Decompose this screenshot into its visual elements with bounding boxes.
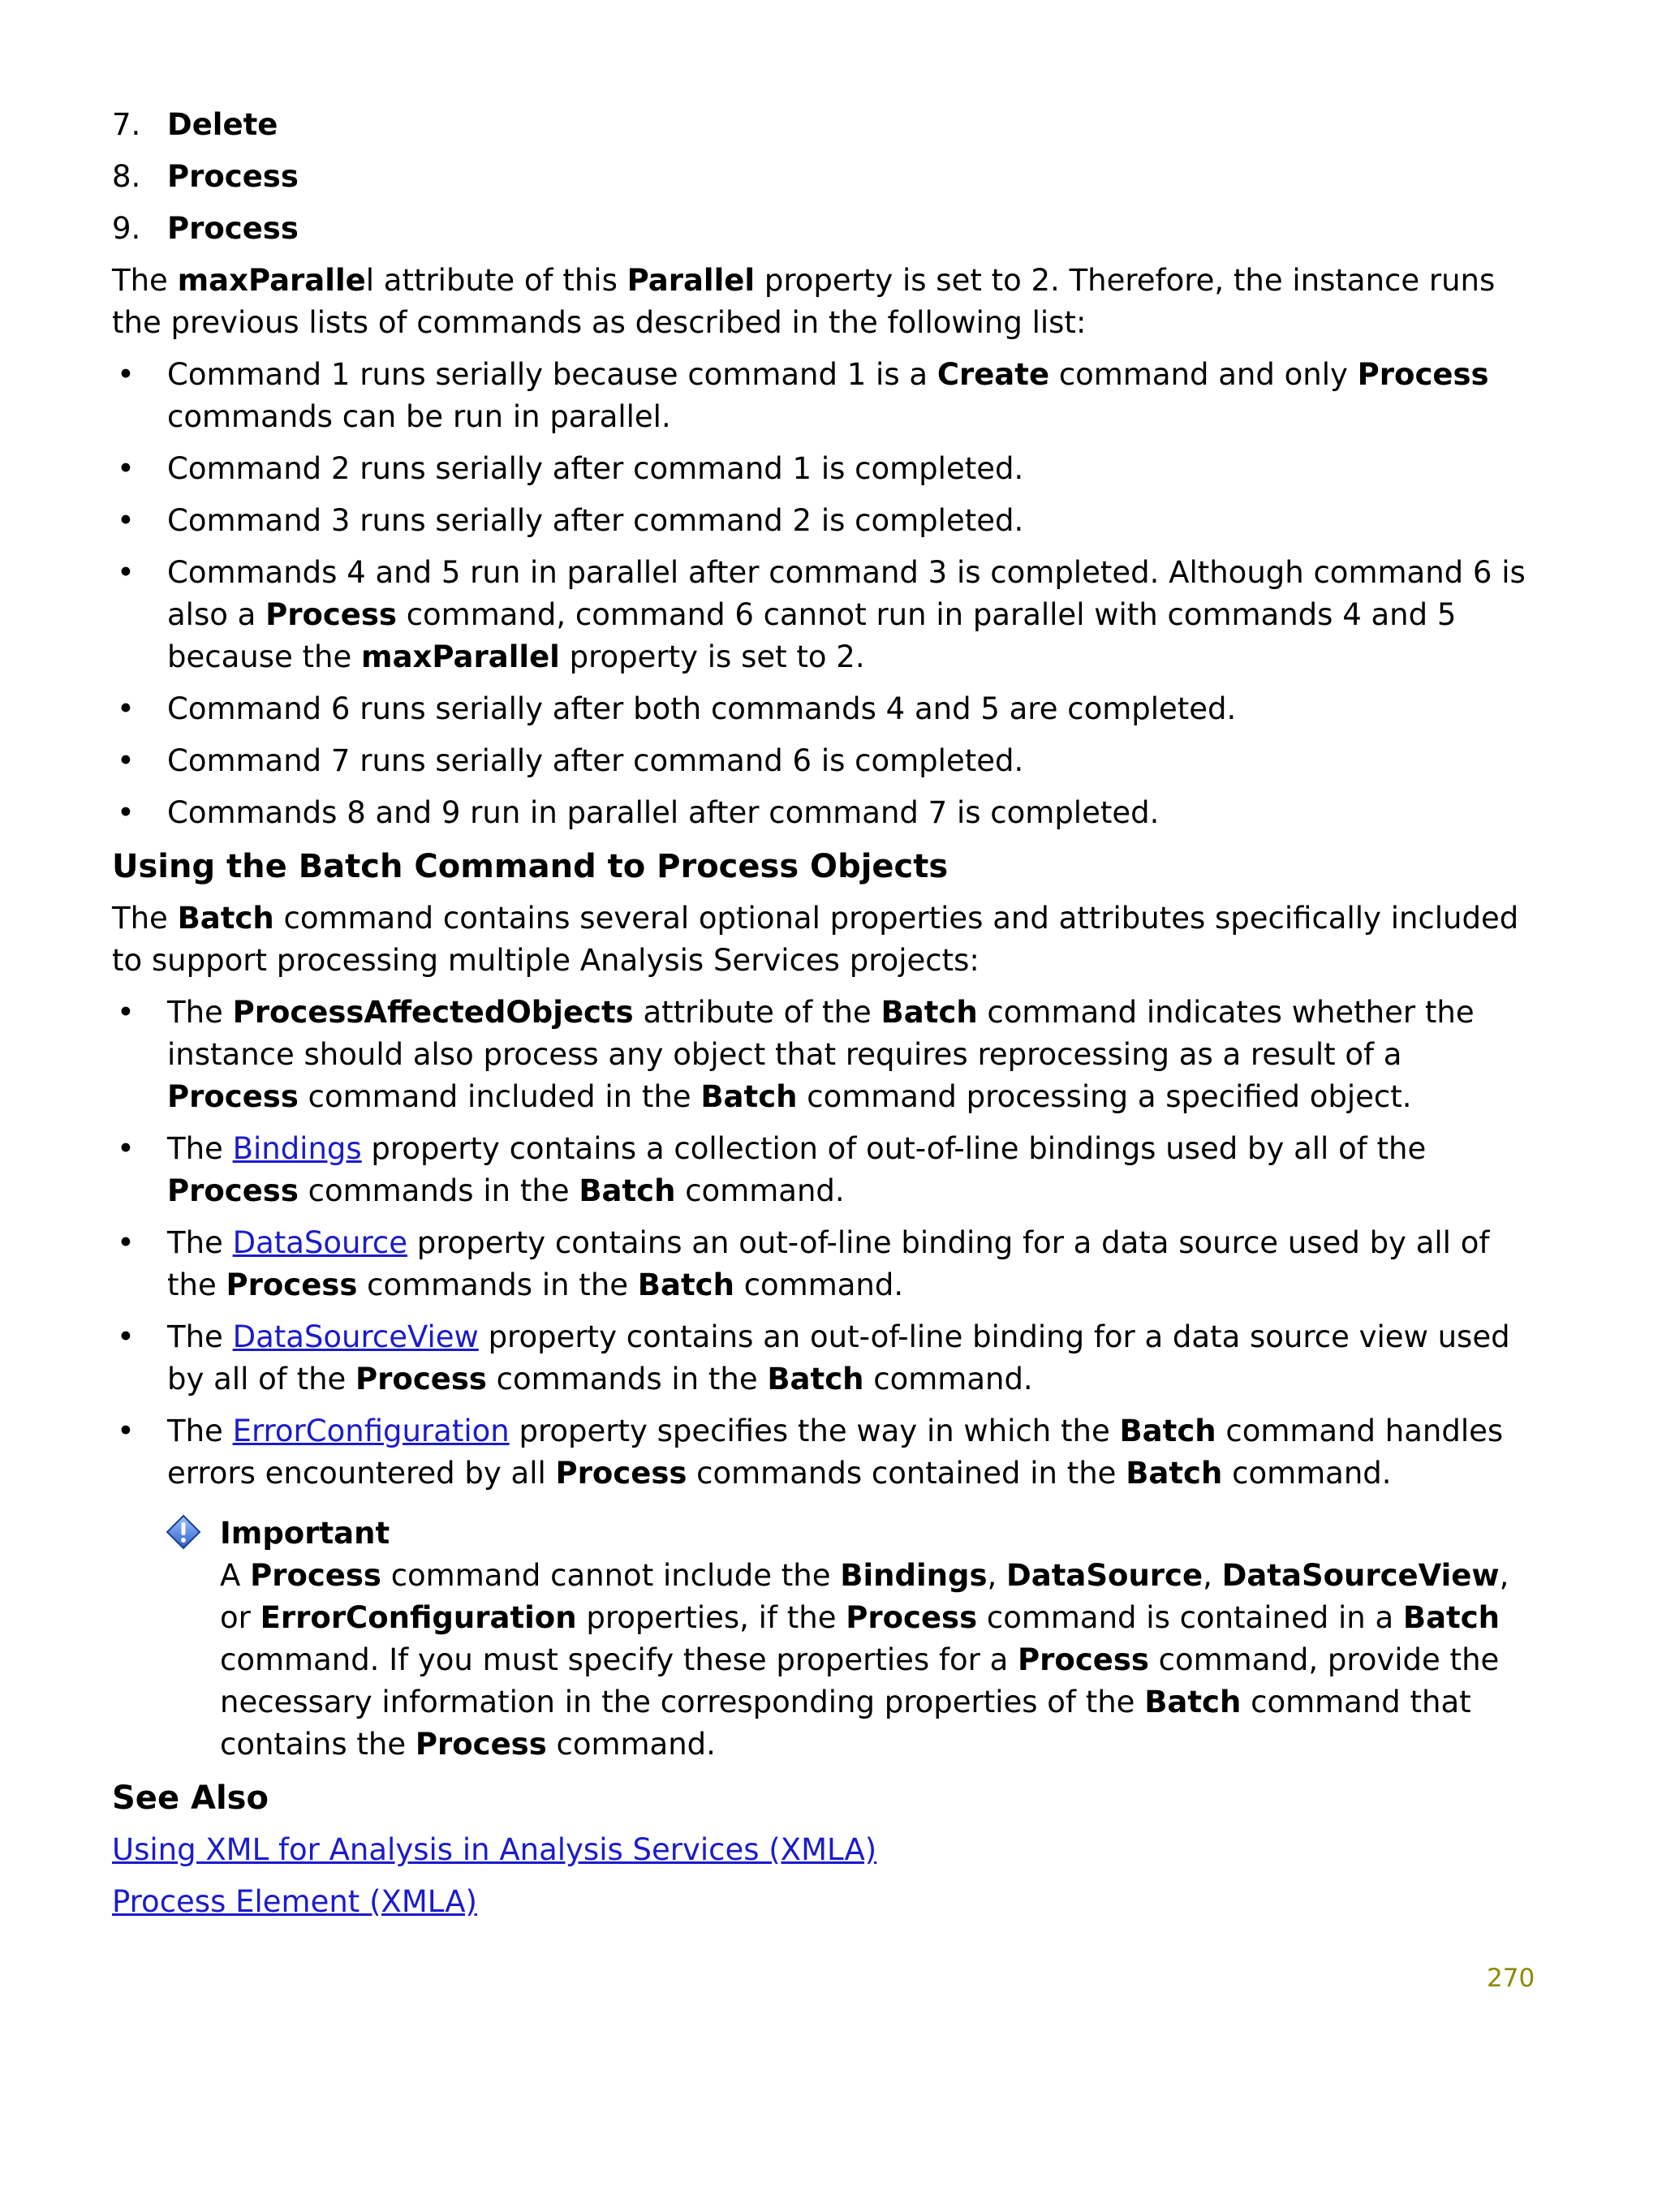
bold-term: Bindings	[840, 1558, 988, 1593]
link-datasourceview[interactable]: DataSourceView	[232, 1319, 479, 1354]
note-body: A Process command cannot include the Bindings, DataSource, DataSourceView, or ErrorConfiguration properties, if the Process command is contained in a Batch command. If you must specify these properties for a Process command, provide the necessary information in the corresponding properties of the Batch command that contains the Process command.	[220, 1558, 1509, 1762]
list-item-text: Command 2 runs serially after command 1 is completed.	[167, 451, 1024, 486]
bold-term: Batch	[579, 1173, 676, 1208]
item-number: 9.	[112, 211, 141, 246]
see-also-item	[112, 1881, 1540, 1923]
numbered-item	[112, 156, 1540, 198]
bold-term: Process	[415, 1727, 547, 1762]
item-label: Process	[167, 211, 299, 246]
bold-term: DataSource	[1006, 1558, 1203, 1593]
item-number: 8.	[112, 159, 141, 194]
link-using-xml-for-analysis[interactable]: Using XML for Analysis in Analysis Services (XMLA)	[112, 1832, 877, 1867]
bold-term: Parallel	[626, 263, 756, 298]
item-label: Delete	[167, 107, 278, 142]
bold-term: Process	[265, 597, 397, 632]
section-heading-batch: Using the Batch Command to Process Objects	[112, 848, 949, 885]
important-icon	[165, 1514, 202, 1550]
bold-term: Batch	[767, 1362, 864, 1396]
bold-term: maxParalle	[177, 263, 366, 298]
numbered-list	[112, 104, 1540, 250]
list-item-text: The DataSourceView property contains an out-of-line binding for a data source view used by all of the Process commands in the Batch command.	[167, 1319, 1510, 1396]
list-item: • Command 7 runs serially after command 6 is completed.	[117, 743, 1024, 778]
page-number: 270	[1487, 1964, 1535, 1993]
list-item-text: Command 3 runs serially after command 2 is completed.	[167, 503, 1024, 538]
see-also-item	[112, 1829, 1540, 1871]
list-item-text: The ProcessAffectedObjects attribute of the Batch command indicates whether the instance should also process any object that requires reprocessing as a result of a Process command included in the Batch command processing a specified object.	[167, 995, 1475, 1114]
link-bindings[interactable]: Bindings	[232, 1131, 362, 1166]
list-item-text: The DataSource property contains an out-of-line binding for a data source used by all of the Process commands in the Batch command.	[167, 1225, 1490, 1302]
bold-term: Process	[167, 1173, 299, 1208]
list-item: • The ProcessAffectedObjects attribute of the Batch command indicates whether the instance should also process any object that requires reprocessing as a result of a Process command included in the Batch command processing a specified object.	[117, 995, 1475, 1114]
bold-term: DataSourceView	[1221, 1558, 1500, 1593]
list-item: • Command 1 runs serially because command 1 is a Create command and only Process commands can be run in parallel.	[117, 357, 1489, 434]
list-item-text: Commands 4 and 5 run in parallel after command 3 is completed. Although command 6 is also a Process command, command 6 cannot run in parallel with commands 4 and 5 because the maxParallel property is set to 2.	[167, 555, 1526, 674]
list-item-text: Command 6 runs serially after both commands 4 and 5 are completed.	[167, 691, 1237, 726]
important-note	[220, 1513, 1540, 1766]
list-item: • The Bindings property contains a collection of out-of-line bindings used by all of the Process commands in the Batch command.	[117, 1131, 1427, 1208]
list-item-text: Command 7 runs serially after command 6 is completed.	[167, 743, 1024, 778]
bold-term: Create	[936, 357, 1050, 392]
bold-term: Batch	[637, 1267, 734, 1302]
numbered-item	[112, 104, 1540, 146]
list-item-text: The ErrorConfiguration property specifies the way in which the Batch command handles errors encountered by all Process commands contained in the Batch command.	[167, 1414, 1504, 1491]
list-item-text: Command 1 runs serially because command 1 is a Create command and only Process commands can be run in parallel.	[167, 357, 1489, 434]
bold-term: Process	[355, 1362, 487, 1396]
list-item-text: Commands 8 and 9 run in parallel after command 7 is completed.	[167, 795, 1160, 830]
list-item: • The DataSourceView property contains an out-of-line binding for a data source view used by all of the Process commands in the Batch command.	[117, 1319, 1510, 1396]
link-datasource[interactable]: DataSource	[232, 1225, 408, 1260]
list-item: • Commands 8 and 9 run in parallel after command 7 is completed.	[117, 795, 1160, 830]
batch-properties-list	[112, 992, 1540, 1495]
document-page	[112, 104, 1540, 1933]
paragraph-max-parallel: The maxParallel attribute of this Parallel property is set to 2. Therefore, the instance runs the previous lists of commands as described in the following list:	[112, 263, 1496, 340]
link-process-element[interactable]: Process Element (XMLA)	[112, 1884, 477, 1919]
item-number: 7.	[112, 107, 141, 142]
bold-term: Batch	[177, 901, 274, 936]
bold-term: ProcessAffectedObjects	[232, 995, 634, 1030]
bold-term: Batch	[700, 1079, 798, 1114]
bold-term: Process	[250, 1558, 381, 1593]
bold-term: Process	[167, 1079, 299, 1114]
paragraph-batch: The Batch command contains several optional properties and attributes specifically included to support processing multiple Analysis Services projects:	[112, 901, 1519, 978]
list-item: • Command 2 runs serially after command 1 is completed.	[117, 451, 1024, 486]
item-label: Process	[167, 159, 299, 194]
bold-term: Process	[555, 1456, 687, 1491]
bold-term: Batch	[1119, 1414, 1216, 1448]
link-errorconfiguration[interactable]: ErrorConfiguration	[232, 1414, 510, 1448]
numbered-item	[112, 208, 1540, 250]
list-item: • Command 6 runs serially after both commands 4 and 5 are completed.	[117, 691, 1237, 726]
list-item: • The DataSource property contains an out-of-line binding for a data source used by all of the Process commands in the Batch command.	[117, 1225, 1490, 1302]
bold-term: ErrorConfiguration	[260, 1600, 577, 1635]
command-run-list	[112, 354, 1540, 834]
bold-term: Process	[226, 1267, 358, 1302]
bold-term: Batch	[881, 995, 978, 1030]
bold-term: Process	[846, 1600, 978, 1635]
bold-term: Process	[1018, 1642, 1149, 1677]
list-item: • The ErrorConfiguration property specifies the way in which the Batch command handles errors encountered by all Process commands contained in the Batch command.	[117, 1414, 1504, 1491]
note-title: Important	[220, 1516, 390, 1551]
bold-term: Process	[1357, 357, 1489, 392]
bold-term: Batch	[1402, 1600, 1501, 1635]
bold-term: Batch	[1144, 1685, 1242, 1719]
bold-term: maxParallel	[361, 639, 560, 674]
see-also-heading: See Also	[112, 1779, 269, 1817]
list-item: • Commands 4 and 5 run in parallel after command 3 is completed. Although command 6 is also a Process command, command 6 cannot run in parallel with commands 4 and 5 because the maxParallel property is set to 2.	[117, 555, 1526, 674]
list-item-text: The Bindings property contains a collection of out-of-line bindings used by all of the Process commands in the Batch command.	[167, 1131, 1427, 1208]
list-item: • Command 3 runs serially after command 2 is completed.	[117, 503, 1024, 538]
bold-term: Batch	[1126, 1456, 1223, 1491]
